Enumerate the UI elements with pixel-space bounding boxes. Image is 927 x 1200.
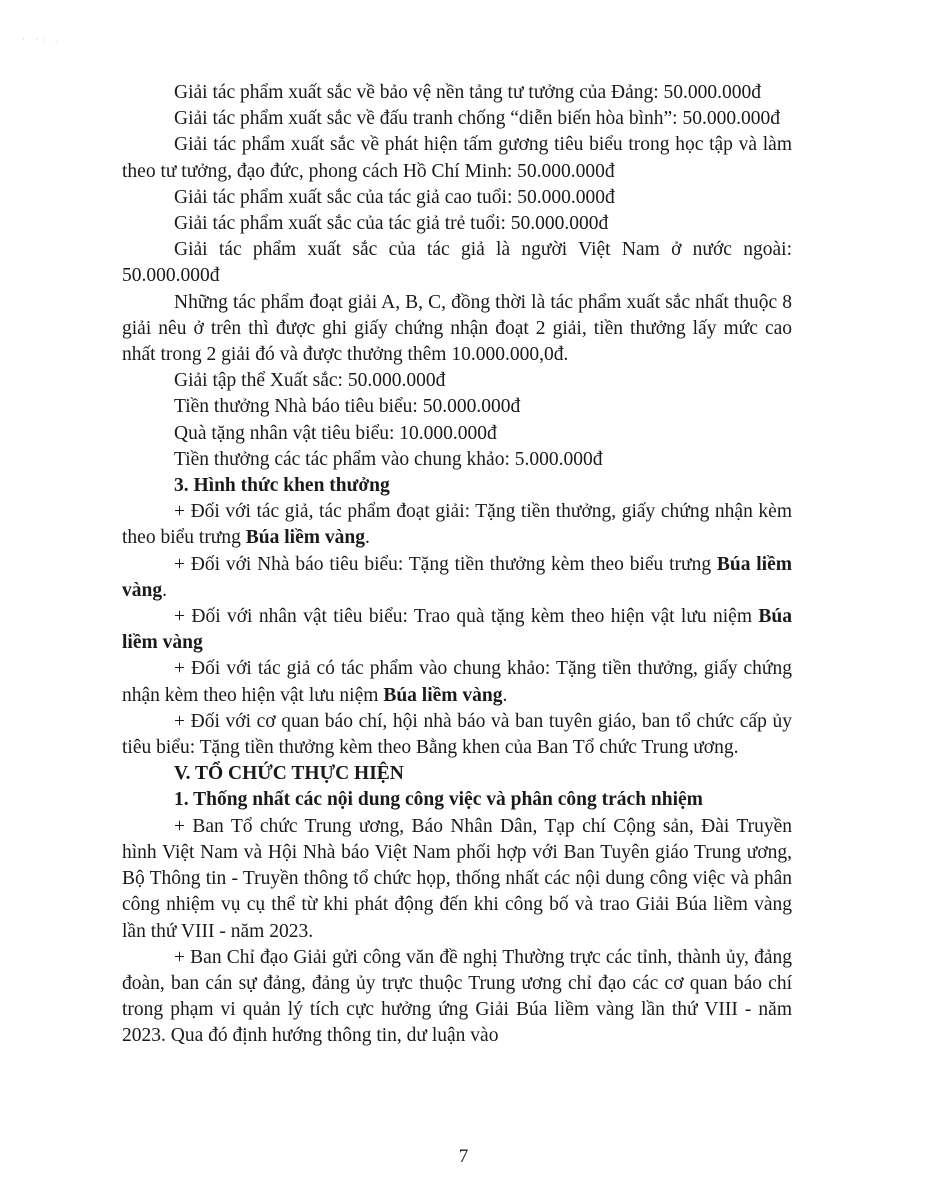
award-form-item: + Đối với Nhà báo tiêu biểu: Tặng tiền thưởng kèm theo biểu trưng Búa liềm vàng. [122, 553, 792, 601]
award-form-item: + Đối với nhân vật tiêu biểu: Trao quà tặng kèm theo hiện vật lưu niệm Búa liềm vàng [122, 606, 792, 654]
prize-line: Giải tác phẩm xuất sắc về đấu tranh chống “diễn biến hòa bình”: 50.000.000đ [174, 108, 780, 130]
document-body [122, 80, 792, 1050]
implementation-paragraph: + Ban Chỉ đạo Giải gửi công văn đề nghị Thường trực các tỉnh, thành ủy, đảng đoàn, ban cán sự đảng, đảng ủy trực thuộc Trung ương chỉ đạo các cơ quan báo chí trong phạm vi quản lý tích cực hưởng ứng Giải Búa liềm vàng lần thứ VIII - năm 2023. Qua đó định hướng thông tin, dư luận vào [122, 946, 792, 1047]
prize-line: Quà tặng nhân vật tiêu biểu: 10.000.000đ [174, 422, 497, 444]
award-form-item: + Đối với cơ quan báo chí, hội nhà báo và ban tuyên giáo, ban tổ chức cấp ủy tiêu biểu: Tặng tiền thưởng kèm theo Bằng khen của Ban Tổ chức Trung ương. [122, 710, 792, 759]
prize-line: Giải tác phẩm xuất sắc của tác giả là người Việt Nam ở nước ngoài: 50.000.000đ [122, 239, 792, 287]
page-number: 7 [458, 1146, 469, 1167]
section-5-heading: V. TỔ CHỨC THỰC HIỆN [174, 763, 404, 785]
prize-line: Giải tác phẩm xuất sắc về bảo vệ nền tảng tư tưởng của Đảng: 50.000.000đ [174, 82, 762, 103]
award-form-item: + Đối với tác giả, tác phẩm đoạt giải: Tặng tiền thưởng, giấy chứng nhận kèm theo biểu trưng Búa liềm vàng. [122, 501, 792, 549]
prize-line: Giải tác phẩm xuất sắc về phát hiện tấm gương tiêu biểu trong học tập và làm theo tư tưởng, đạo đức, phong cách Hồ Chí Minh: 50.000.000đ [122, 134, 792, 182]
double-prize-note: Những tác phẩm đoạt giải A, B, C, đồng thời là tác phẩm xuất sắc nhất thuộc 8 giải nêu ở trên thì được ghi giấy chứng nhận đoạt 2 giải, tiền thưởng lấy mức cao nhất trong 2 giải đó và được thưởng thêm 10.000.000,0đ. [122, 291, 792, 366]
prize-line: Giải tác phẩm xuất sắc của tác giả trẻ tuổi: 50.000.000đ [174, 213, 609, 235]
award-form-item: + Đối với tác giả có tác phẩm vào chung khảo: Tặng tiền thưởng, giấy chứng nhận kèm theo hiện vật lưu niệm Búa liềm vàng. [122, 658, 792, 706]
scan-speck: · ·: . [22, 34, 62, 44]
prize-line: Tiền thưởng các tác phẩm vào chung khảo: 5.000.000đ [174, 448, 603, 470]
prize-line: Giải tập thể Xuất sắc: 50.000.000đ [174, 370, 446, 392]
prize-line: Giải tác phẩm xuất sắc của tác giả cao tuổi: 50.000.000đ [174, 186, 615, 208]
section-5-subheading: 1. Thống nhất các nội dung công việc và phân công trách nhiệm [174, 789, 703, 811]
section-3-heading: 3. Hình thức khen thưởng [174, 475, 390, 497]
prize-line: Tiền thưởng Nhà báo tiêu biểu: 50.000.000đ [174, 396, 521, 418]
implementation-paragraph: + Ban Tổ chức Trung ương, Báo Nhân Dân, Tạp chí Cộng sản, Đài Truyền hình Việt Nam và Hội Nhà báo Việt Nam phối hợp với Ban Tuyên giáo Trung ương, Bộ Thông tin - Truyền thông tổ chức họp, thống nhất các nội dung công việc và phân công nhiệm vụ cụ thể từ khi phát động đến khi công bố và trao Giải Búa liềm vàng lần thứ VIII - năm 2023. [122, 815, 792, 942]
